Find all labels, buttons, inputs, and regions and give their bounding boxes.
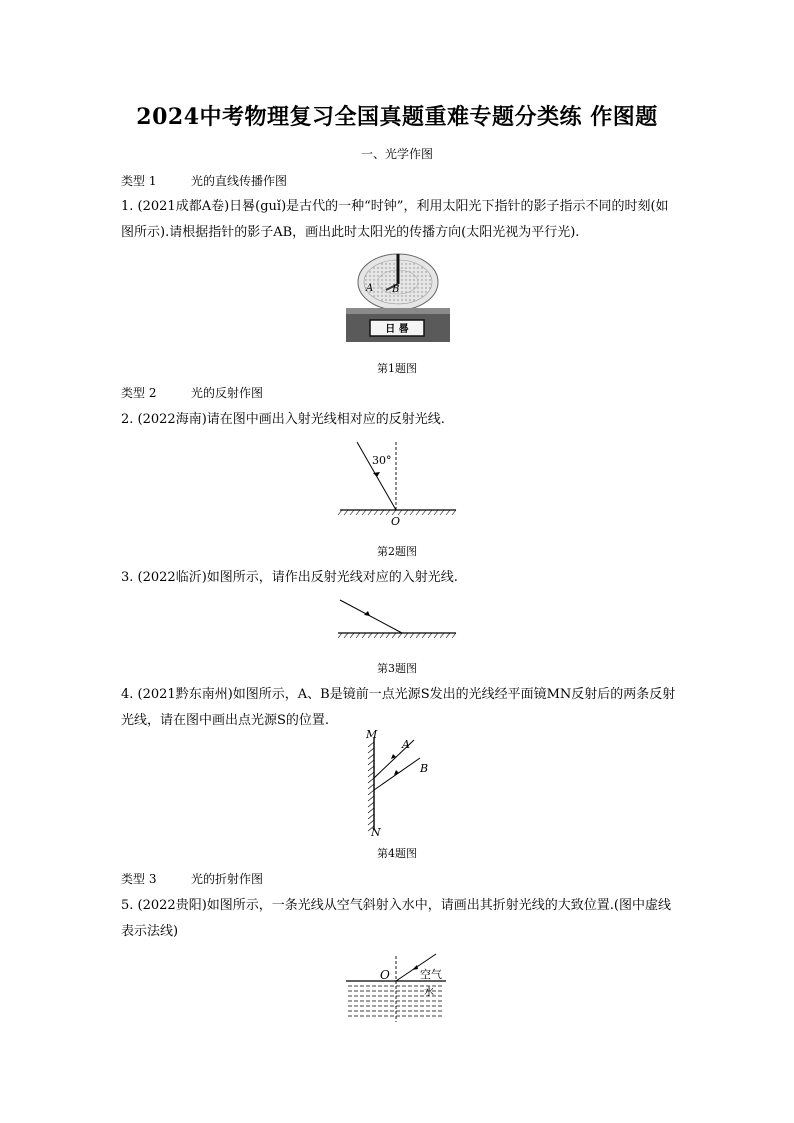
question-3: 3. (2022临沂)如图所示，请作出反射光线对应的入射光线. bbox=[121, 570, 458, 585]
type-number: 类型 1 bbox=[121, 174, 157, 188]
page-title: 2024中考物理复习全国真题重难专题分类练 作图题 bbox=[136, 104, 658, 130]
question-1: 1. (2021成都A卷)日晷(guǐ)是古代的一种“时钟”，利用太阳光下指针的影子指示不同的时刻(如图所示).请根据指针的影子AB，画出此时太阳光的传播方向(太阳光视为平行光). bbox=[121, 199, 669, 240]
section-heading: 一、光学作图 bbox=[360, 147, 433, 161]
ray-label-a: A bbox=[402, 738, 410, 751]
question-2: 2. (2022海南)请在图中画出入射光线相对应的反射光线. bbox=[121, 412, 445, 427]
water-label: 水 bbox=[424, 987, 434, 998]
caption-2: 第2题图 bbox=[377, 545, 417, 558]
question-4: 4. (2021黔东南州)如图所示，A、B是镜前一点光源S发出的光线经平面镜MN反射后的两条反射光线，请在图中画出点光源S的位置. bbox=[121, 687, 676, 728]
plane-mirror-figure bbox=[356, 728, 448, 838]
type-2-heading bbox=[121, 384, 263, 401]
type-label: 光的直线传播作图 bbox=[191, 174, 288, 188]
type-label: 光的反射作图 bbox=[191, 386, 264, 400]
refraction-figure bbox=[344, 948, 448, 1024]
point-o-label: O bbox=[380, 968, 390, 982]
reflection-figure-3 bbox=[336, 596, 460, 642]
type-number: 类型 2 bbox=[121, 386, 157, 400]
caption-3: 第3题图 bbox=[377, 662, 417, 675]
point-o-label: O bbox=[391, 515, 401, 528]
type-label: 光的折射作图 bbox=[191, 872, 264, 886]
type-3-heading bbox=[121, 870, 263, 887]
question-5: 5. (2022贵阳)如图所示，一条光线从空气斜射入水中，请画出其折射光线的大致位置.(图中虚线表示法线) bbox=[121, 898, 671, 939]
mirror-label-m: M bbox=[366, 728, 378, 741]
mirror-label-n: N bbox=[371, 826, 381, 838]
sundial-plaque-text: 日 晷 bbox=[385, 324, 409, 335]
type-number: 类型 3 bbox=[121, 872, 157, 886]
angle-label: 30° bbox=[372, 454, 392, 467]
air-label: 空气 bbox=[420, 968, 442, 981]
fig1-label-b: B bbox=[392, 284, 400, 295]
sundial-figure bbox=[344, 250, 452, 342]
ray-label-b: B bbox=[420, 762, 429, 775]
fig1-label-a: A bbox=[366, 283, 374, 294]
caption-4: 第4题图 bbox=[377, 847, 417, 860]
caption-1: 第1题图 bbox=[377, 362, 417, 375]
reflection-figure-2 bbox=[336, 438, 460, 530]
type-1-heading bbox=[121, 172, 287, 189]
